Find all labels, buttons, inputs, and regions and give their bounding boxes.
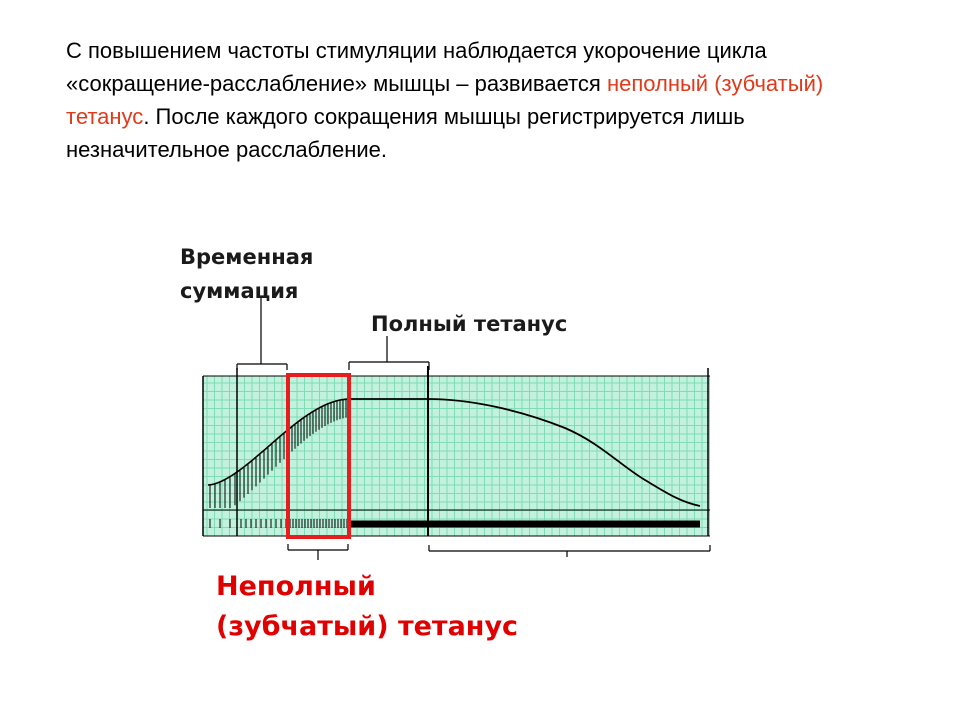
bracket-incomplete bbox=[288, 544, 348, 560]
label-incomplete-line1: Неполный bbox=[216, 571, 376, 602]
label-temporal-summation bbox=[180, 240, 313, 308]
text-highlight: неполный (зубчатый) тетанус bbox=[66, 71, 824, 129]
label-temporal-line2: суммация bbox=[180, 279, 299, 303]
label-incomplete-tetanus bbox=[216, 567, 518, 647]
bracket-temporal bbox=[237, 298, 287, 370]
bracket-full-top bbox=[349, 336, 429, 370]
label-incomplete-line2: (зубчатый) тетанус bbox=[216, 611, 519, 642]
label-temporal-line1: Временная bbox=[180, 245, 314, 269]
text-part-2: . После каждого сокращения мышцы регистрируется лишь незначительное расслабление. bbox=[66, 104, 745, 162]
text-part-1: С повышением частоты стимуляции наблюдается укорочение цикла «сокращение-расслабление» мышцы – развивается bbox=[66, 38, 767, 96]
label-full-tetanus: Полный тетанус bbox=[371, 312, 568, 336]
bracket-full-bottom bbox=[429, 545, 710, 557]
